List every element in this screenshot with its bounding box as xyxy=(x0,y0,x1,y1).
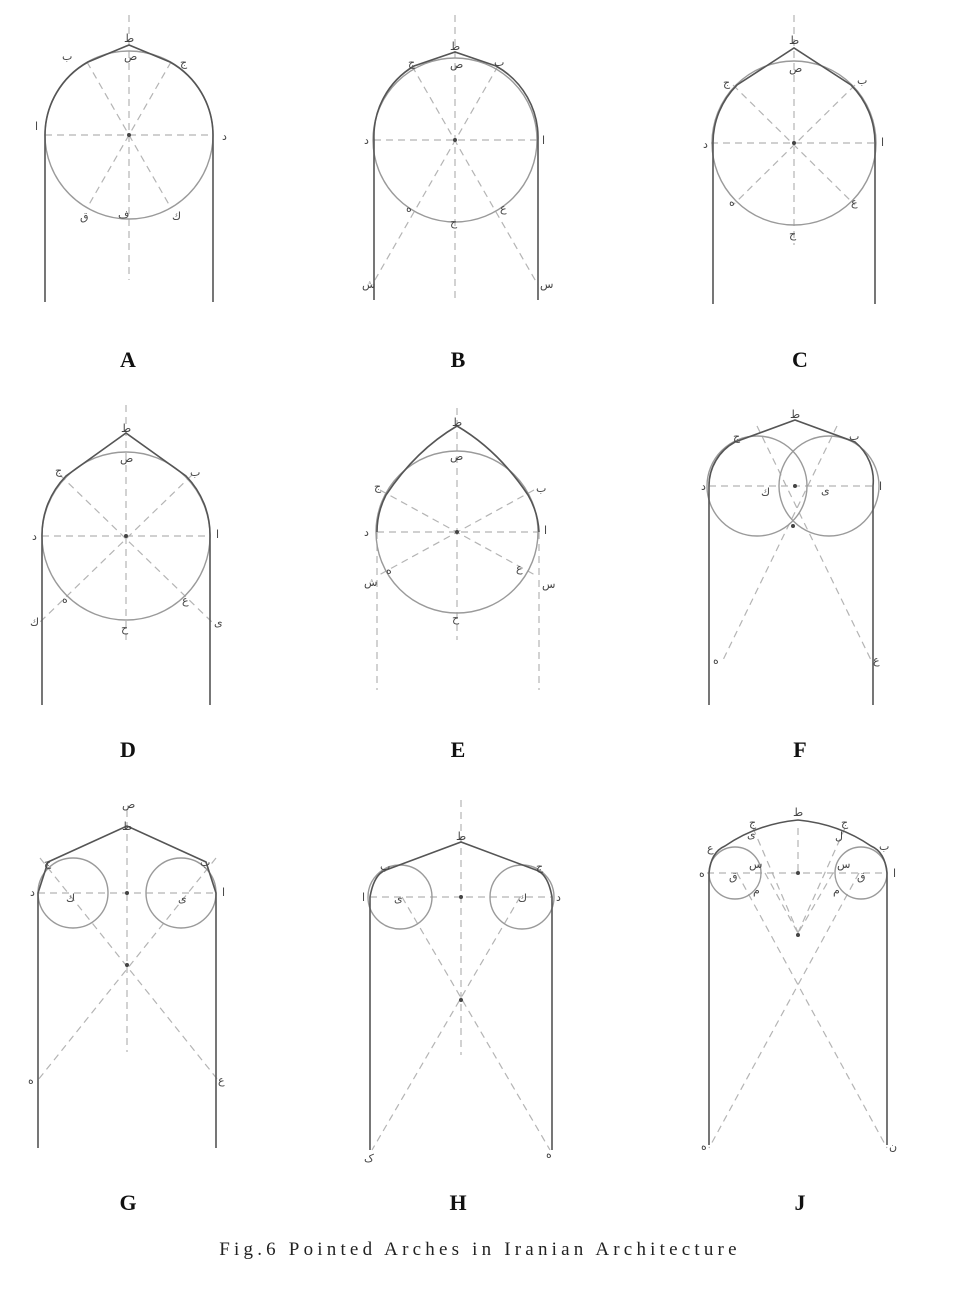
letter-label: د xyxy=(364,134,369,147)
arch-panel-e xyxy=(330,400,590,762)
letter-label: م xyxy=(753,884,760,897)
letter-label: ط xyxy=(789,34,800,47)
letter-label: ع xyxy=(516,562,523,575)
letter-label: ص xyxy=(450,450,464,463)
letter-label: ص xyxy=(124,50,138,63)
letter-label: ه xyxy=(546,1148,552,1161)
letter-label: ش xyxy=(364,576,378,589)
letter-label: ح xyxy=(452,612,460,625)
letter-label: ج xyxy=(733,430,741,443)
letter-label: د xyxy=(32,530,37,543)
letter-label: س xyxy=(542,578,556,591)
letter-label: ق xyxy=(80,210,89,223)
letter-label: د xyxy=(364,526,369,539)
diagonal-line xyxy=(412,66,538,285)
letter-label: ط xyxy=(452,416,463,429)
diagonal-line xyxy=(723,426,837,660)
diagonal-line xyxy=(402,897,550,1150)
letter-label: ج xyxy=(536,860,544,873)
panel-label: E xyxy=(450,737,466,762)
letter-label: ك xyxy=(518,892,528,905)
diagonal-line xyxy=(709,873,859,1148)
letter-label: ط xyxy=(793,806,804,819)
arch-drawing-g xyxy=(0,790,260,1160)
center-point xyxy=(796,871,800,875)
arch-outline xyxy=(374,52,538,300)
letter-label: م xyxy=(833,884,840,897)
letter-label: ك xyxy=(30,616,40,629)
letter-label: ط xyxy=(122,820,133,833)
letter-label: ح xyxy=(121,622,129,635)
letter-label: ج xyxy=(408,56,416,69)
center-point xyxy=(793,484,797,488)
center-point xyxy=(124,534,128,538)
letter-label: س xyxy=(837,858,851,871)
letter-label: ج xyxy=(44,856,52,869)
letter-label: ج xyxy=(841,816,849,829)
arch-drawing-b xyxy=(328,0,588,320)
letter-label: ى xyxy=(821,484,830,497)
letter-label: ا xyxy=(881,136,885,149)
letter-label: ب xyxy=(380,860,391,873)
intersection-point xyxy=(459,998,463,1002)
intersection-point xyxy=(125,963,129,967)
center-point xyxy=(125,891,129,895)
letter-label: ک xyxy=(364,1152,374,1165)
letter-label: س xyxy=(749,858,763,871)
center-point xyxy=(127,133,131,137)
letter-label: ى xyxy=(178,892,187,905)
letter-label: ك xyxy=(761,486,771,499)
letter-label: ى xyxy=(747,828,756,841)
arch-panel-f xyxy=(665,400,925,762)
letter-label: ق xyxy=(857,870,866,883)
arch-outline xyxy=(709,420,873,705)
letter-label: د xyxy=(701,480,706,493)
letter-label: ج xyxy=(749,816,757,829)
letter-label: ب xyxy=(857,74,868,87)
letter-label: د xyxy=(222,130,227,143)
panel-label: A xyxy=(120,347,136,372)
letter-label: ك xyxy=(172,210,182,223)
panel-label: D xyxy=(120,737,136,762)
letter-label: س xyxy=(540,278,554,291)
letter-label: ط xyxy=(790,408,801,421)
letter-label: ب xyxy=(200,856,211,869)
letter-label: ح xyxy=(450,216,458,229)
letter-label: ج xyxy=(723,76,731,89)
arch-drawing-h xyxy=(330,790,590,1170)
panel-label: G xyxy=(119,1190,137,1215)
diagonal-line xyxy=(757,426,871,660)
arch-panel-g xyxy=(0,790,260,1215)
letter-label: ق xyxy=(729,870,738,883)
letter-label: ه xyxy=(699,867,705,880)
diagonal-line xyxy=(372,897,520,1150)
letter-label: ن xyxy=(889,1140,898,1153)
figure-caption: Fig.6 Pointed Arches in Iranian Architecture xyxy=(219,1239,741,1260)
letter-label: د xyxy=(30,886,35,899)
diagonal-line xyxy=(60,475,215,625)
letter-label: ب xyxy=(62,50,73,63)
letter-label: ف xyxy=(118,208,130,221)
intersection-point xyxy=(796,933,800,937)
letter-label: ط xyxy=(121,422,132,435)
arch-panel-c xyxy=(665,0,925,372)
arch-drawing-d xyxy=(0,400,260,720)
arch-drawing-f xyxy=(665,400,925,720)
center-point xyxy=(792,141,796,145)
letter-label: ص xyxy=(789,62,803,75)
letter-label: ب xyxy=(190,466,201,479)
panel-label: J xyxy=(794,1190,806,1215)
arch-panel-h xyxy=(330,790,590,1215)
letter-label: ه xyxy=(28,1074,34,1087)
letter-label: ع xyxy=(851,196,858,209)
letter-label: ب xyxy=(849,430,860,443)
letter-label: ه xyxy=(701,1140,707,1153)
letter-label: ص xyxy=(122,798,136,811)
arch-outline xyxy=(377,426,539,532)
letter-label: ع xyxy=(182,594,189,607)
arch-drawing-e xyxy=(330,400,590,720)
diagonal-line xyxy=(372,66,498,285)
letter-label: ا xyxy=(544,524,548,537)
letter-label: ط xyxy=(456,830,467,843)
letter-label: ا xyxy=(879,480,883,493)
letter-label: ع xyxy=(500,202,507,215)
arch-outline xyxy=(42,433,210,705)
arch-drawing-c xyxy=(665,0,925,320)
letter-label: ا xyxy=(893,867,897,880)
letter-label: ى xyxy=(394,892,403,905)
letter-label: ش xyxy=(362,278,376,291)
arch-panel-b xyxy=(328,0,588,372)
letter-label: ع xyxy=(707,842,714,855)
diagonal-line xyxy=(797,873,833,935)
panel-label: F xyxy=(793,737,807,762)
letter-label: ه xyxy=(386,564,392,577)
letter-label: ع xyxy=(873,654,880,667)
letter-label: ك xyxy=(66,892,76,905)
letter-label: ع xyxy=(218,1074,225,1087)
panel-label: H xyxy=(449,1190,467,1215)
diagonal-line xyxy=(737,873,887,1148)
letter-label: ل xyxy=(835,830,843,843)
arch-panel-j xyxy=(665,790,925,1215)
letter-label: ى xyxy=(214,616,223,629)
arch-drawing-j xyxy=(665,790,925,1160)
center-point xyxy=(459,895,463,899)
letter-label: ج xyxy=(374,480,382,493)
letter-label: ح xyxy=(789,228,797,241)
diagonal-line xyxy=(765,873,799,935)
letter-label: ا xyxy=(542,134,546,147)
letter-label: ب xyxy=(879,840,890,853)
letter-label: ا xyxy=(222,886,226,899)
arch-panel-a xyxy=(0,0,260,372)
letter-label: ص xyxy=(120,452,134,465)
diagonal-line xyxy=(797,828,845,935)
letter-label: ه xyxy=(713,654,719,667)
letter-label: ج xyxy=(55,464,63,477)
letter-label: ص xyxy=(450,58,464,71)
letter-label: ط xyxy=(450,40,461,53)
arch-panel-d xyxy=(0,400,260,762)
letter-label: ب xyxy=(494,56,505,69)
letter-label: ا xyxy=(216,528,220,541)
letter-label: ا xyxy=(35,120,39,133)
arch-drawing-a xyxy=(0,0,260,320)
letter-label: ط xyxy=(124,32,135,45)
letter-label: ه xyxy=(62,593,68,606)
letter-label: د xyxy=(703,138,708,151)
letter-label: ه xyxy=(406,202,412,215)
panel-label: B xyxy=(450,347,466,372)
letter-label: ه xyxy=(729,196,735,209)
center-point xyxy=(453,138,457,142)
panel-label: C xyxy=(792,347,808,372)
intersection-point xyxy=(791,524,795,528)
letter-label: ج xyxy=(180,56,188,69)
center-point xyxy=(455,530,459,534)
letter-label: ا xyxy=(362,891,366,904)
diagonal-line xyxy=(37,475,192,625)
letter-label: ب xyxy=(536,482,547,495)
letter-label: د xyxy=(556,891,561,904)
